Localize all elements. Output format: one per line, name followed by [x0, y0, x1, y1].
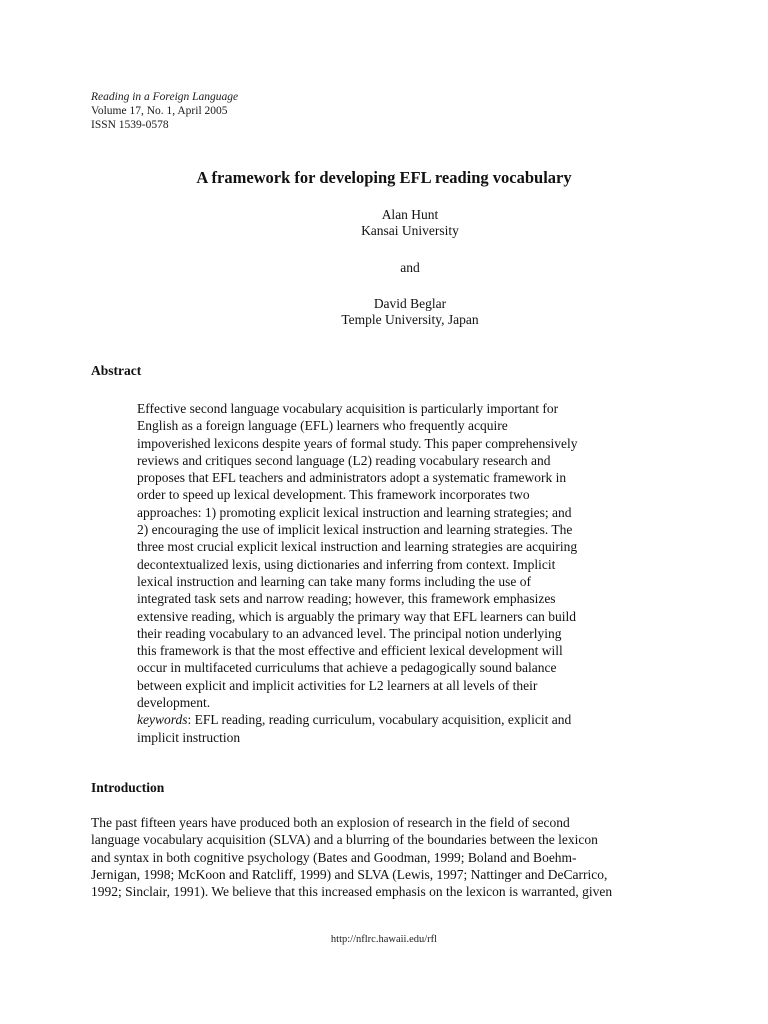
introduction-line: and syntax in both cognitive psychology (Bates and Goodman, 1999; Boland and Boehm- [91, 849, 577, 865]
abstract-line: development. [137, 695, 211, 711]
abstract-body [137, 400, 657, 746]
introduction-line: language vocabulary acquisition (SLVA) and a blurring of the boundaries between the lexicon [91, 832, 598, 848]
author-affiliation: Kansai University [361, 223, 459, 238]
abstract-line: occur in multifaceted curriculums that achieve a pedagogically sound balance [137, 660, 557, 676]
abstract-line: their reading vocabulary to an advanced level. The principal notion underlying [137, 625, 562, 641]
author-name: Alan Hunt [381, 207, 439, 222]
abstract-line: reviews and critiques second language (L2) reading vocabulary research and [137, 452, 551, 468]
abstract-line: integrated task sets and narrow reading; however, this framework emphasizes [137, 591, 556, 607]
footer-url[interactable]: http://nflrc.hawaii.edu/rfl [330, 934, 438, 945]
introduction-line: The past fifteen years have produced both an explosion of research in the field of second [91, 815, 570, 830]
abstract-line: decontextualized lexis, using dictionaries and inferring from context. Implicit [137, 556, 556, 572]
author-conjunction: and [400, 260, 420, 275]
keywords-label: keywords [137, 712, 188, 728]
journal-volume: Volume 17, No. 1, April 2005 [91, 105, 228, 117]
keywords-line-continued: implicit instruction [137, 729, 241, 745]
author-affiliation: Temple University, Japan [341, 312, 479, 327]
abstract-line: English as a foreign language (EFL) learners who frequently acquire [137, 418, 508, 434]
keywords-line [137, 711, 657, 728]
abstract-line: extensive reading, which is arguably the primary way that EFL learners can build [137, 608, 576, 624]
introduction-body [91, 814, 691, 900]
journal-header [91, 90, 238, 132]
paper-title: A framework for developing EFL reading vocabulary [196, 168, 572, 187]
abstract-line: this framework is that the most effective and efficient lexical development will [137, 643, 563, 659]
introduction-line: 1992; Sinclair, 1991). We believe that this increased emphasis on the lexicon is warranted, given [91, 884, 613, 900]
introduction-line: Jernigan, 1998; McKoon and Ratcliff, 1999) and SLVA (Lewis, 1997; Nattinger and DeCarrico, [91, 866, 608, 882]
author-block-1 [0, 207, 768, 239]
author-block-2 [0, 296, 768, 328]
abstract-line: proposes that EFL teachers and administrators adopt a systematic framework in [137, 470, 567, 486]
abstract-heading: Abstract [91, 363, 142, 378]
abstract-line: 2) encouraging the use of implicit lexical instruction and learning strategies. The [137, 522, 573, 538]
author-name: David Beglar [373, 296, 447, 311]
abstract-line: between explicit and implicit activities for L2 learners at all levels of their [137, 677, 538, 693]
abstract-line: three most crucial explicit lexical instruction and learning strategies are acquiring [137, 539, 578, 555]
keywords-text: : EFL reading, reading curriculum, vocabulary acquisition, explicit and [187, 712, 572, 728]
abstract-line: Effective second language vocabulary acquisition is particularly important for [137, 401, 559, 416]
abstract-line: approaches: 1) promoting explicit lexical instruction and learning strategies; and [137, 504, 572, 520]
abstract-line: impoverished lexicons despite years of formal study. This paper comprehensively [137, 435, 578, 451]
abstract-line: order to speed up lexical development. This framework incorporates two [137, 487, 530, 503]
abstract-line: lexical instruction and learning can take many forms including the use of [137, 573, 532, 589]
journal-name: Reading in a Foreign Language [91, 91, 239, 103]
journal-issn: ISSN 1539-0578 [91, 119, 169, 131]
introduction-heading: Introduction [91, 780, 165, 795]
